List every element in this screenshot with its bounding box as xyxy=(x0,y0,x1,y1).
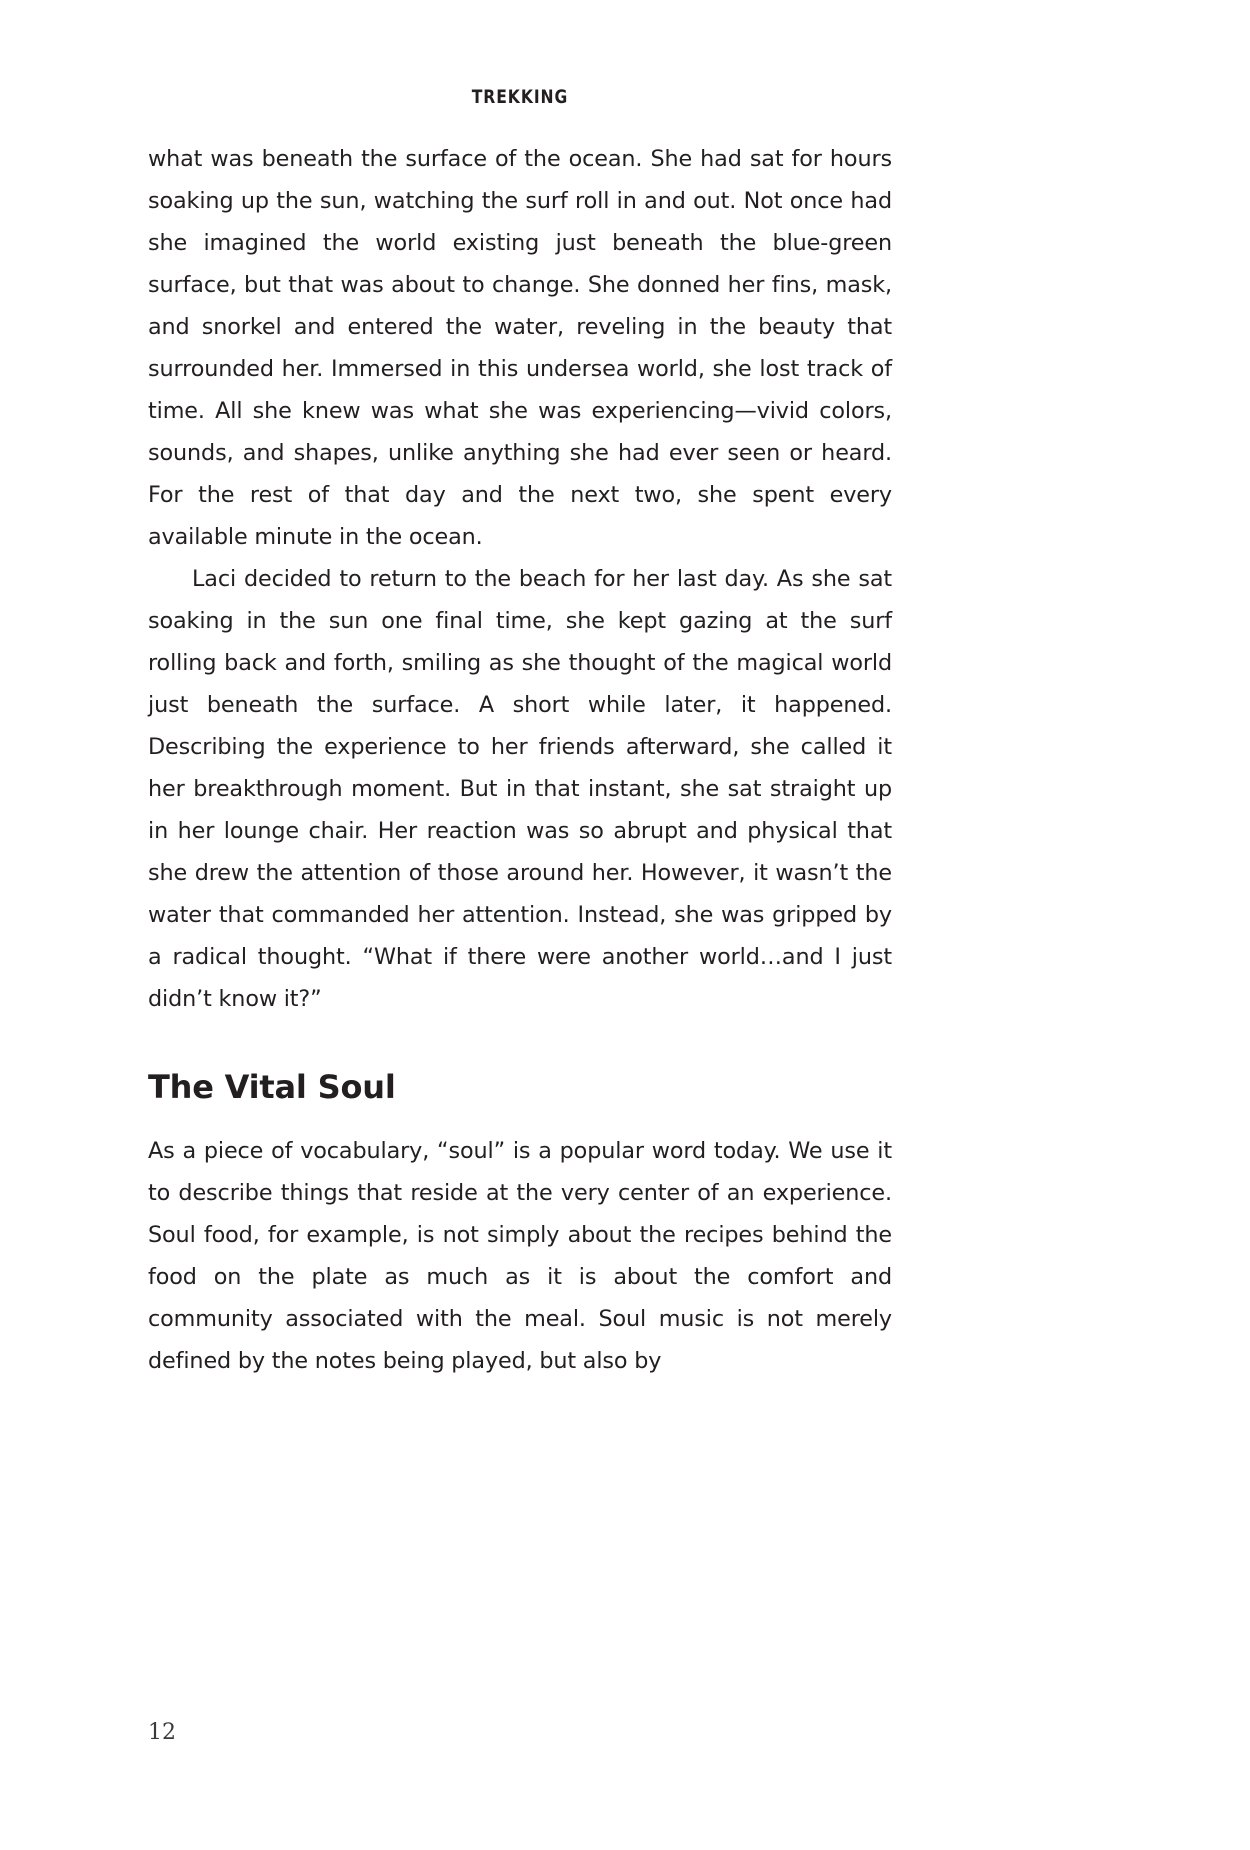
page-number: 12 xyxy=(148,1720,176,1745)
paragraph-vocabulary: As a piece of vocabulary, “soul” is a popular word today. We use it to describe things that reside at the very center of an experience. Soul food, for example, is not simply about the recipes behind the food on the plate as much as it is about the comfort and community associated with the meal. Soul music is not merely defined by the notes being played, but also by xyxy=(148,1138,892,1374)
text-column xyxy=(148,138,892,1382)
paragraph-continued: what was beneath the surface of the ocean. She had sat for hours soaking up the sun, watching the surf roll in and out. Not once had she imagined the world existing just beneath the blue-green surface, but that was about to change. She donned her fins, mask, and snorkel and entered the water, reveling in the beauty that surrounded her. Immersed in this undersea world, she lost track of time. All she knew was what she was experiencing—vivid colors, sounds, and shapes, unlike anything she had ever seen or heard. For the rest of that day and the next two, she spent every available minute in the ocean. xyxy=(148,146,892,550)
section-heading: The Vital Soul xyxy=(148,1068,396,1106)
running-head: TREKKING xyxy=(471,86,569,108)
paragraph-laci: Laci decided to return to the beach for her last day. As she sat soaking in the sun one final time, she kept gazing at the surf rolling back and forth, smiling as she thought of the magical world just beneath the surface. A short while later, it happened. Describing the experience to her friends afterward, she called it her breakthrough moment. But in that instant, she sat straight up in her lounge chair. Her reaction was so abrupt and physical that she drew the attention of those around her. However, it wasn’t the water that commanded her attention. Instead, she was gripped by a radical thought. “What if there were another world…and I just didn’t know it?” xyxy=(148,566,892,1012)
